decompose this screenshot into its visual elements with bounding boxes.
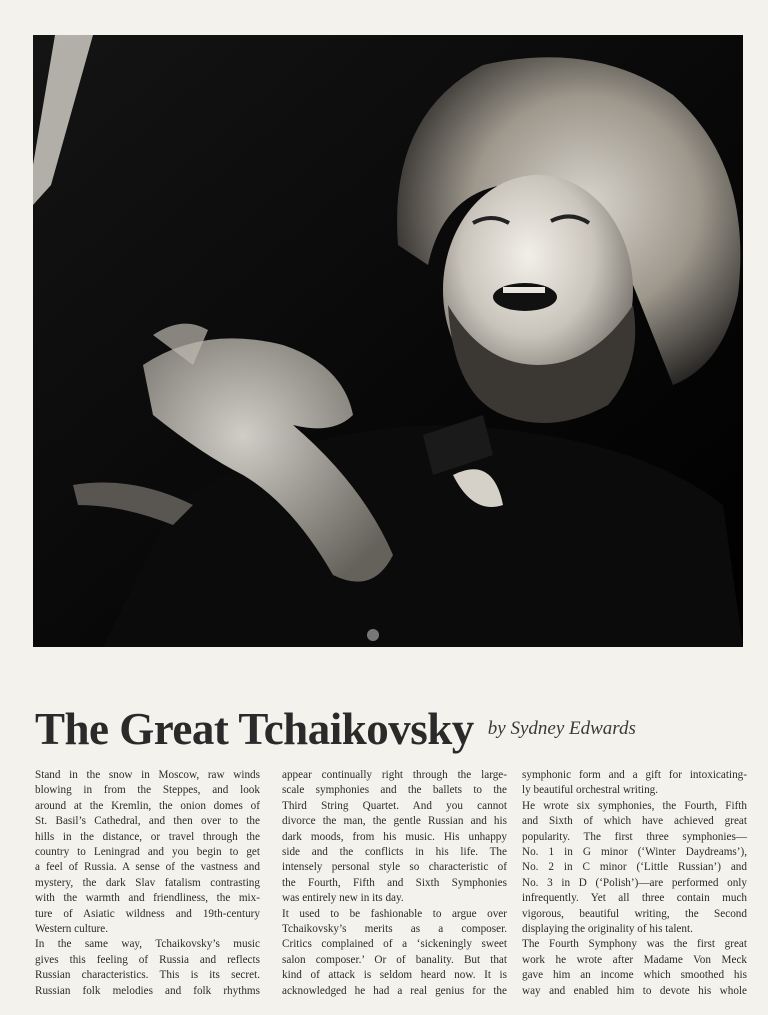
column-line: appear continually right through the large- [282,769,507,781]
column-line: ly beautiful orchestral writing. [522,784,659,797]
column-line: way and enabled him to devote his whole [522,984,747,997]
column-line: St. Basil’s Cathedral, and then over to the [35,815,260,828]
column-line: mystery, the dark Slav fatalism contrasting [35,876,260,889]
column-line: around at the Kremlin, the onion domes of [35,799,260,812]
column-line: dark moods, from his music. His unhappy [282,830,507,843]
column-line: divorce the man, the gentle Russian and his [282,815,507,828]
column-line: Third String Quartet. And you cannot [282,799,507,812]
column-line: He wrote six symphonies, the Fourth, Fifth [522,799,747,812]
column-line: salon composer.’ Or of banality. But that [282,953,507,966]
column-line: was entirely new in its day. [282,892,404,905]
article-title-block [35,700,735,758]
column-line: Critics complained of a ‘sickeningly sweet [282,938,507,951]
column-line: intensely personal style so characteristic of [282,861,507,874]
column-line: No. 3 in D (‘Polish’)—are performed only [522,876,747,889]
column-line: work he wrote after Madame Von Meck [522,953,747,966]
column-line: hills in the distance, or travel through the [35,830,260,843]
text-column-1 [35,768,260,999]
column-line: popularity. The first three symphonies— [522,830,747,843]
column-line: Russian characteristics. This is its secret. [35,969,260,982]
column-line: No. 1 in G minor (‘Winter Daydreams’), [522,846,747,859]
column-line: infrequently. Yet all three contain much [522,892,747,905]
column-line: No. 2 in C minor (‘Little Russian’) and [522,861,747,874]
column-line: Western culture. [35,923,109,936]
article-byline: by Sydney Edwards [487,718,636,739]
column-line: and Sixth of which have achieved great [522,815,747,828]
column-line: Stand in the snow in Moscow, raw winds [35,769,260,781]
column-line: In the same way, Tchaikovsky’s music [35,938,260,951]
text-column-2 [282,768,507,999]
column-line: Russian folk melodies and folk rhythms [35,984,260,997]
column-line: Tchaikovsky’s merits as a composer. [282,923,507,936]
column-line: displaying the originality of his talent. [522,923,693,936]
column-line: acknowledged he had a real genius for the [282,984,507,997]
column-line: kind of attack is seldom heard now. It is [282,969,507,982]
column-line: country to Leningrad and you begin to get [35,846,260,859]
column-line: gives this feeling of Russia and reflects [35,953,260,966]
column-line: The Fourth Symphony was the first great [522,938,747,951]
column-line: symphonic form and a gift for intoxicating- [522,769,747,781]
column-line: a feel of Russia. A sense of the vastness and [35,861,260,874]
column-line: gave him an income which smoothed his [522,969,747,982]
conductor-photo [33,35,743,647]
column-line: with the warmth and friendliness, the mix- [35,892,260,905]
column-line: ture of Asiatic wildness and 19th-century [35,907,260,920]
text-column-3 [522,768,747,999]
column-line: blowing in from the Steppes, and look [35,784,260,797]
column-line: side and the conflicts in his life. The [282,846,507,859]
column-line: the Fourth, Fifth and Sixth Symphonies [282,876,507,889]
column-line: scale symphonies and the ballets to the [282,784,507,797]
column-line: vigorous, beautiful writing, the Second [522,907,747,920]
article-title: The Great Tchaikovsky [35,704,474,754]
column-line: It used to be fashionable to argue over [282,907,507,920]
